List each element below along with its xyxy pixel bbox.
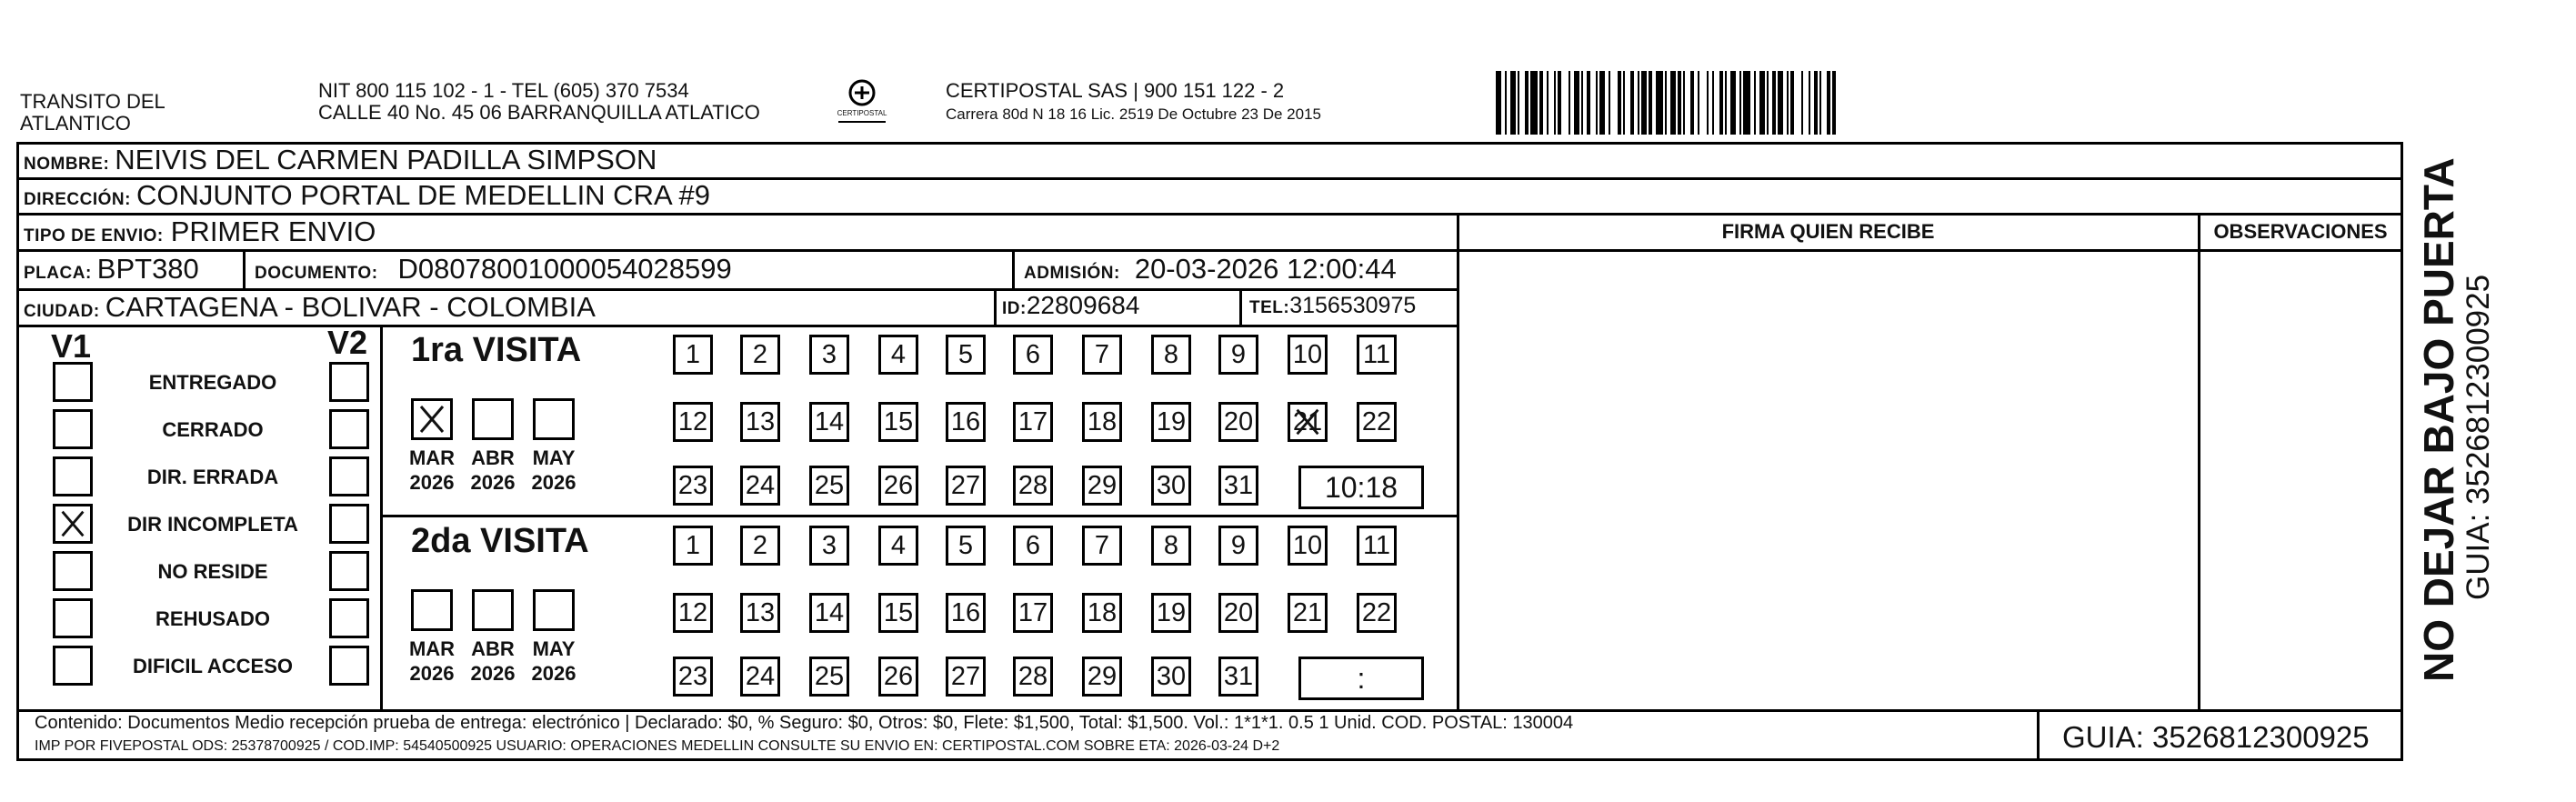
- day-box[interactable]: 24: [740, 657, 780, 697]
- visit-title: 2da VISITA: [411, 522, 589, 560]
- status-label: NO RESIDE: [157, 560, 268, 583]
- day-box[interactable]: 28: [1013, 657, 1053, 697]
- barcode-bar: [1794, 71, 1801, 135]
- day-box[interactable]: 2: [740, 526, 780, 566]
- day-box[interactable]: 16: [946, 593, 986, 633]
- day-box[interactable]: 19: [1151, 402, 1191, 442]
- nit-line-2: CALLE 40 No. 45 06 BARRANQUILLA ATLATICO: [318, 101, 760, 124]
- day-box[interactable]: 27: [946, 657, 986, 697]
- v2-checkbox[interactable]: [329, 551, 369, 591]
- day-box[interactable]: 25: [809, 657, 849, 697]
- day-box[interactable]: 9: [1218, 335, 1258, 375]
- rule: [16, 325, 1458, 327]
- side-guia: GUIA: 3526812300925: [2461, 274, 2496, 600]
- day-box[interactable]: 29: [1082, 657, 1122, 697]
- barcode: [1496, 71, 2223, 135]
- visit-time-box[interactable]: :: [1298, 657, 1424, 700]
- month-year: 2026: [531, 471, 576, 494]
- imp-line: IMP POR FIVEPOSTAL ODS: 25378700925 / COD.IMP: 54540500925 USUARIO: OPERACIONES MEDELLIN CONSULTE SU ENVIO EN: CERTIPOSTAL.COM SOBRE ETA: 2026-03-24 D+2: [35, 738, 1280, 754]
- day-box[interactable]: 17: [1013, 593, 1053, 633]
- month-label: [526, 446, 581, 495]
- day-box[interactable]: 10: [1288, 526, 1328, 566]
- rule: [1457, 213, 1459, 710]
- day-box[interactable]: 27: [946, 466, 986, 506]
- day-box[interactable]: 3: [809, 335, 849, 375]
- day-box[interactable]: 7: [1082, 526, 1122, 566]
- tel-value: 3156530975: [1289, 293, 1417, 318]
- day-box[interactable]: 21: [1288, 402, 1328, 442]
- plate-label: PLACA:: [24, 264, 92, 283]
- visit-time-box[interactable]: 10:18: [1298, 466, 1424, 509]
- v2-checkbox[interactable]: [329, 362, 369, 402]
- city-label: CIUDAD:: [24, 302, 100, 321]
- day-box[interactable]: 14: [809, 593, 849, 633]
- day-box[interactable]: 17: [1013, 402, 1053, 442]
- month-checkbox[interactable]: [533, 589, 575, 631]
- day-box[interactable]: 25: [809, 466, 849, 506]
- day-box[interactable]: 13: [740, 593, 780, 633]
- day-box[interactable]: 7: [1082, 335, 1122, 375]
- shipment-type-row: [24, 216, 376, 248]
- admission-label: ADMISIÓN:: [1024, 264, 1120, 283]
- address-label: DIRECCIÓN:: [24, 190, 131, 209]
- signature-header: FIRMA QUIEN RECIBE: [1721, 220, 1935, 243]
- month-label: [526, 637, 581, 686]
- month-year: 2026: [409, 662, 455, 685]
- visit-title: 1ra VISITA: [411, 331, 582, 369]
- document-row: [255, 253, 732, 286]
- day-box[interactable]: 2: [740, 335, 780, 375]
- rule: [16, 142, 19, 760]
- day-box[interactable]: 20: [1218, 593, 1258, 633]
- status-label: DIR INCOMPLETA: [127, 513, 298, 536]
- rule: [380, 326, 383, 709]
- rule: [994, 289, 997, 326]
- month-checkbox[interactable]: [411, 589, 453, 631]
- day-box[interactable]: 31: [1218, 657, 1258, 697]
- rule: [2401, 142, 2403, 760]
- month-name: MAY: [532, 446, 576, 469]
- day-box[interactable]: 14: [809, 402, 849, 442]
- rule: [1458, 249, 2401, 252]
- day-box[interactable]: 10: [1288, 335, 1328, 375]
- month-label: [466, 446, 520, 495]
- status-label: ENTREGADO: [148, 371, 277, 394]
- barcode-bar: [1656, 71, 1663, 135]
- content-line: Contenido: Documentos Medio recepción prueba de entrega: electrónico | Declarado: $0, % Seguro: $0, Otros: $0, Flete: $1,500, Total: $1,500. Vol.: 1*1*1. 0.5 1 Unid. COD. POSTAL: 130004: [35, 713, 1574, 733]
- day-box[interactable]: 4: [878, 335, 918, 375]
- document-label: DOCUMENTO:: [255, 264, 378, 283]
- barcode-bar: [1743, 71, 1750, 135]
- barcode-bar: [1836, 71, 1843, 135]
- day-box[interactable]: 6: [1013, 335, 1053, 375]
- day-box[interactable]: 18: [1082, 402, 1122, 442]
- day-box[interactable]: 18: [1082, 593, 1122, 633]
- logo-icon: [835, 78, 889, 127]
- v2-checkbox[interactable]: [329, 646, 369, 686]
- rule: [380, 515, 1458, 517]
- rule: [1012, 251, 1015, 289]
- side-warning: NO DEJAR BAJO PUERTA: [2415, 157, 2462, 682]
- v1-checkbox[interactable]: [53, 598, 93, 638]
- barcode-bar: [1561, 71, 1569, 135]
- status-label: CERRADO: [162, 418, 264, 441]
- tel-row: [1249, 293, 1416, 319]
- id-row: [1002, 291, 1139, 320]
- month-checkbox[interactable]: [472, 398, 514, 440]
- city-row: [24, 291, 596, 324]
- day-box[interactable]: 23: [673, 657, 713, 697]
- certipostal-logo: [835, 78, 889, 127]
- day-box[interactable]: 24: [740, 466, 780, 506]
- month-name: MAY: [532, 637, 576, 660]
- day-box[interactable]: 22: [1357, 402, 1397, 442]
- month-name: ABR: [471, 446, 515, 469]
- org-line-2: ATLANTICO: [20, 112, 131, 135]
- status-label: REHUSADO: [155, 607, 270, 630]
- day-box[interactable]: 30: [1151, 466, 1191, 506]
- org-line-1: TRANSITO DEL: [20, 90, 165, 113]
- observations-header: OBSERVACIONES: [2213, 220, 2388, 243]
- barcode-bar: [1699, 71, 1707, 135]
- rule: [1239, 289, 1242, 326]
- month-year: 2026: [470, 471, 516, 494]
- v1-checkbox[interactable]: [53, 456, 93, 496]
- day-box[interactable]: 30: [1151, 657, 1191, 697]
- address-row: [24, 179, 710, 212]
- admission-value: 20-03-2026 12:00:44: [1134, 253, 1397, 285]
- month-checkbox[interactable]: [472, 589, 514, 631]
- v1-checkbox[interactable]: [53, 362, 93, 402]
- day-box[interactable]: 28: [1013, 466, 1053, 506]
- org-name: [20, 91, 165, 135]
- day-box[interactable]: 26: [878, 657, 918, 697]
- day-box[interactable]: 19: [1151, 593, 1191, 633]
- day-box[interactable]: 6: [1013, 526, 1053, 566]
- month-label: [405, 446, 459, 495]
- month-year: 2026: [409, 471, 455, 494]
- shipment-type-value: PRIMER ENVIO: [170, 216, 376, 247]
- rule: [2198, 213, 2200, 710]
- status-label: DIR. ERRADA: [146, 466, 279, 488]
- month-label: [405, 637, 459, 686]
- day-box[interactable]: 15: [878, 402, 918, 442]
- day-box[interactable]: 9: [1218, 526, 1258, 566]
- day-box[interactable]: 5: [946, 335, 986, 375]
- nit-block: [318, 80, 760, 124]
- day-box[interactable]: 20: [1218, 402, 1258, 442]
- plate-value: BPT380: [96, 253, 199, 285]
- v2-checkbox[interactable]: [329, 504, 369, 544]
- day-box[interactable]: 15: [878, 593, 918, 633]
- plate-row: [24, 253, 199, 286]
- v2-checkbox[interactable]: [329, 409, 369, 449]
- city-value: CARTAGENA - BOLIVAR - COLOMBIA: [105, 291, 596, 323]
- company-line-2: Carrera 80d N 18 16 Lic. 2519 De Octubre 23 De 2015: [946, 105, 1321, 123]
- rule: [16, 249, 1458, 252]
- logo-text: CERTIPOSTAL: [837, 109, 887, 117]
- barcode-bar: [1610, 71, 1618, 135]
- rule: [2037, 709, 2040, 760]
- rule: [16, 709, 2402, 712]
- v1-checkbox[interactable]: [53, 409, 93, 449]
- day-box[interactable]: 22: [1357, 593, 1397, 633]
- company-block: [946, 80, 1321, 124]
- day-box[interactable]: 29: [1082, 466, 1122, 506]
- status-label: DIFICIL ACCESO: [132, 655, 293, 677]
- v1-checkbox[interactable]: [53, 646, 93, 686]
- day-box[interactable]: 13: [740, 402, 780, 442]
- day-box[interactable]: 26: [878, 466, 918, 506]
- address-value: CONJUNTO PORTAL DE MEDELLIN CRA #9: [135, 179, 711, 211]
- day-box[interactable]: 3: [809, 526, 849, 566]
- month-name: ABR: [471, 637, 515, 660]
- shipment-type-label: TIPO DE ENVIO:: [24, 226, 164, 246]
- day-box[interactable]: 31: [1218, 466, 1258, 506]
- rule: [243, 251, 246, 289]
- month-year: 2026: [470, 662, 516, 685]
- name-label: NOMBRE:: [24, 155, 110, 174]
- day-box[interactable]: 12: [673, 593, 713, 633]
- day-box[interactable]: 11: [1357, 526, 1397, 566]
- id-value: 22809684: [1026, 291, 1140, 319]
- id-label: ID:: [1002, 299, 1027, 318]
- v2-checkbox[interactable]: [329, 456, 369, 496]
- guia-box: GUIA: 3526812300925: [2062, 720, 2370, 754]
- v1-checkbox[interactable]: [53, 504, 93, 544]
- day-box[interactable]: 16: [946, 402, 986, 442]
- day-box[interactable]: 8: [1151, 526, 1191, 566]
- month-label: [466, 637, 520, 686]
- document-value: D08078001000054028599: [397, 253, 732, 285]
- company-line-1: CERTIPOSTAL SAS | 900 151 122 - 2: [946, 79, 1285, 102]
- barcode-bar: [1530, 71, 1538, 135]
- day-box[interactable]: 12: [673, 402, 713, 442]
- day-box[interactable]: 4: [878, 526, 918, 566]
- month-checkbox[interactable]: [411, 398, 453, 440]
- day-box[interactable]: 1: [673, 335, 713, 375]
- v2-label: V2: [327, 324, 368, 361]
- month-year: 2026: [531, 662, 576, 685]
- nit-line-1: NIT 800 115 102 - 1 - TEL (605) 370 7534: [318, 79, 689, 102]
- day-box[interactable]: 11: [1357, 335, 1397, 375]
- month-name: MAR: [408, 637, 456, 660]
- month-checkbox[interactable]: [533, 398, 575, 440]
- day-box[interactable]: 1: [673, 526, 713, 566]
- name-row: [24, 144, 657, 176]
- admission-row: [1024, 253, 1397, 286]
- v1-checkbox[interactable]: [53, 551, 93, 591]
- tel-label: TEL:: [1249, 298, 1290, 317]
- month-name: MAR: [408, 446, 456, 469]
- day-box[interactable]: 23: [673, 466, 713, 506]
- day-box[interactable]: 21: [1288, 593, 1328, 633]
- v2-checkbox[interactable]: [329, 598, 369, 638]
- v1-label: V1: [51, 327, 92, 365]
- day-box[interactable]: 5: [946, 526, 986, 566]
- day-box[interactable]: 8: [1151, 335, 1191, 375]
- rule: [16, 758, 2403, 761]
- day-check-mark: [1290, 405, 1325, 439]
- name-value: NEIVIS DEL CARMEN PADILLA SIMPSON: [115, 144, 657, 175]
